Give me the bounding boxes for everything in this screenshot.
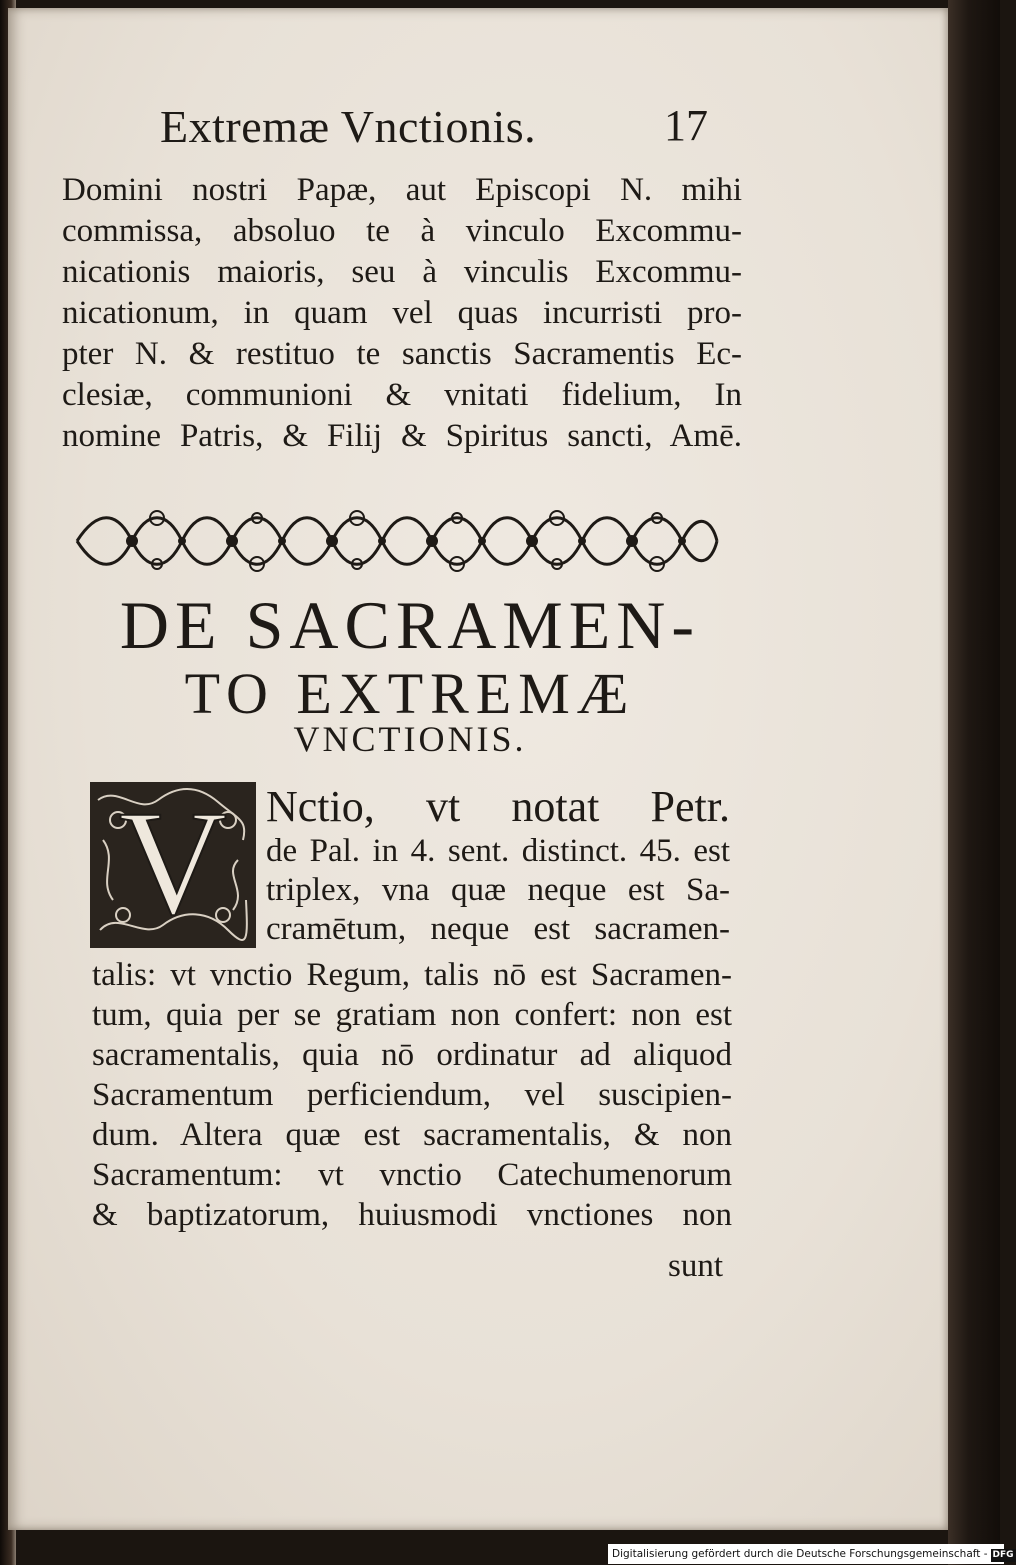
- body-paragraph: [92, 955, 732, 1235]
- text-line: triplex, vna quæ neque est Sa-: [266, 872, 730, 908]
- section-heading-line-1: DE SACRAMEN-: [119, 587, 701, 663]
- text-line: nomine Patris, & Filij & Spiritus sancti, Amē.: [62, 418, 742, 454]
- ornamental-band: [72, 500, 722, 582]
- text-line: sacramentalis, quia nō ordinatur ad aliquod: [92, 1037, 732, 1073]
- text-line: commissa, absoluo te à vinculo Excommu-: [62, 213, 742, 249]
- text-line: Domini nostri Papæ, aut Episcopi N. mihi: [62, 172, 742, 208]
- text-line: & baptizatorum, huiusmodi vnctiones non: [92, 1197, 732, 1233]
- text-line: talis: vt vnctio Regum, talis nō est Sacramen-: [92, 957, 732, 993]
- digitization-footer: [608, 1544, 1014, 1564]
- page-number: 17: [664, 101, 708, 150]
- text-line: pter N. & restituo te sanctis Sacramentis Ec-: [62, 336, 742, 372]
- section-heading-line-2: TO EXTREMÆ: [184, 661, 636, 726]
- running-head-title: Extremæ Vnctionis.: [160, 101, 537, 152]
- upper-paragraph: [62, 170, 742, 457]
- dfg-logo: DFG: [992, 1550, 1014, 1560]
- text-line: tum, quia per se gratiam non confert: non est: [92, 997, 732, 1033]
- running-head: [160, 100, 720, 160]
- footer-text: Digitalisierung gefördert durch die Deutsche Forschungsgemeinschaft -: [612, 1548, 988, 1560]
- text-line: Nctio, vt notat Petr.: [266, 782, 730, 831]
- text-line: Sacramentum perficiendum, vel suscipien-: [92, 1077, 732, 1113]
- text-line: clesiæ, communioni & vnitati fidelium, In: [62, 377, 742, 413]
- text-line: Sacramentum: vt vnctio Catechumenorum: [92, 1157, 732, 1193]
- decorated-initial: [88, 780, 258, 950]
- text-line: nicationum, in quam vel quas incurristi pro-: [62, 295, 742, 331]
- book-edge: [948, 0, 1000, 1565]
- initial-letter: V: [118, 780, 228, 946]
- text-line: cramētum, neque est sacramen-: [266, 911, 730, 947]
- text-line: de Pal. in 4. sent. distinct. 45. est: [266, 833, 730, 869]
- section-heading-line-3: VNCTIONIS.: [293, 719, 527, 759]
- body-indented: [266, 782, 730, 949]
- text-line: nicationis maioris, seu à vinculis Excommu-: [62, 254, 742, 290]
- catchword: sunt: [668, 1248, 724, 1284]
- text-line: dum. Altera quæ est sacramentalis, & non: [92, 1117, 732, 1153]
